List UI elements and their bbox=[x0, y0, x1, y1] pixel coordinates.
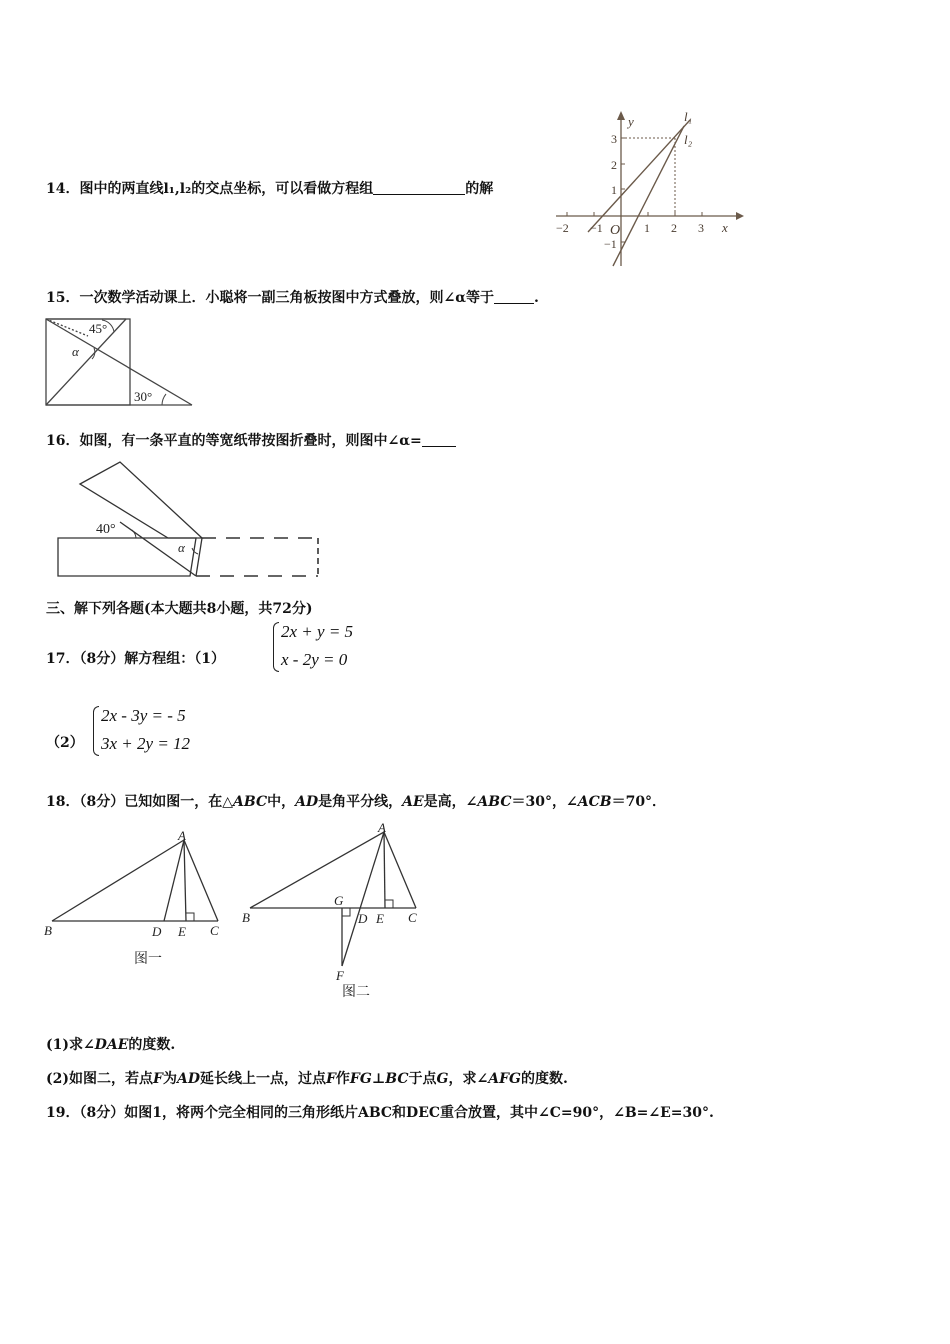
q16-figure bbox=[50, 458, 330, 583]
angle-40: 40° bbox=[96, 522, 116, 537]
line-l2 bbox=[613, 126, 684, 266]
x-tick-label: −2 bbox=[556, 221, 569, 235]
svg-text:D: D bbox=[358, 911, 368, 926]
svg-text:B: B bbox=[242, 910, 250, 925]
origin-label: O bbox=[610, 223, 621, 238]
svg-text:E: E bbox=[376, 911, 384, 926]
x-tick-label: 3 bbox=[698, 221, 704, 235]
l2-label: l₂ bbox=[684, 132, 693, 147]
q17-part2: （2） bbox=[46, 735, 84, 751]
q17-eq4: 3x + 2y = 12 bbox=[101, 734, 191, 753]
q15-text bbox=[46, 287, 539, 307]
right-angle-mark-G bbox=[342, 908, 350, 916]
q17-eq1: 2x + y = 5 bbox=[281, 622, 354, 641]
x-label: x bbox=[722, 220, 728, 235]
svg-text:C: C bbox=[210, 923, 219, 938]
svg-text:B: B bbox=[44, 923, 52, 938]
q15-figure bbox=[42, 314, 202, 410]
right-angle-mark bbox=[186, 913, 194, 921]
svg-text:E: E bbox=[178, 924, 186, 939]
svg-text:F: F bbox=[336, 968, 344, 983]
seg-AE bbox=[384, 832, 385, 908]
svg-text:D: D bbox=[152, 924, 162, 939]
hyp-30 bbox=[46, 319, 192, 405]
q14-blank bbox=[373, 180, 465, 195]
x-axis-arrow bbox=[736, 212, 744, 220]
dotted-edge bbox=[46, 319, 88, 336]
angle-alpha: α bbox=[72, 344, 79, 359]
right-angle-mark-E bbox=[385, 900, 393, 908]
q17-text: 17．（8分）解方程组：（1） bbox=[46, 651, 225, 667]
y-label: y bbox=[628, 114, 634, 129]
svg-text:G: G bbox=[334, 893, 344, 908]
seg-AE bbox=[184, 840, 186, 921]
seg-AD bbox=[164, 840, 184, 921]
q14-stem: 14．图中的两直线l₁,l₂的交点坐标，可以看做方程组 bbox=[46, 181, 374, 197]
y-tick-label: 3 bbox=[611, 132, 617, 146]
l1-label: l₁ bbox=[684, 109, 693, 124]
q15-stem: 15．一次数学活动课上．小聪将一副三角板按图中方式叠放，则∠α等于 bbox=[46, 290, 494, 306]
side-AC bbox=[384, 832, 416, 908]
q17-brace-2 bbox=[93, 706, 99, 756]
y-tick-label: 2 bbox=[611, 158, 617, 172]
svg-text:A: A bbox=[378, 820, 386, 835]
q17-eq2: x - 2y = 0 bbox=[281, 650, 348, 669]
side-AB bbox=[52, 840, 184, 921]
section-title: 三、解下列各题(本大题共8小题，共72分) bbox=[46, 601, 313, 617]
svg-text:图二: 图二 bbox=[342, 985, 370, 1000]
q15-tail: . bbox=[534, 290, 539, 306]
q16-text bbox=[46, 430, 456, 450]
x-tick-label: −1 bbox=[590, 221, 603, 235]
strip-flat bbox=[58, 538, 196, 576]
svg-text:C: C bbox=[408, 910, 417, 925]
y-tick-label: −1 bbox=[604, 237, 617, 251]
angle-alpha: α bbox=[178, 540, 185, 555]
svg-text:图一: 图一 bbox=[134, 952, 162, 967]
q16-blank bbox=[422, 432, 456, 447]
x-tick-label: 2 bbox=[671, 221, 677, 235]
q15-blank bbox=[494, 289, 534, 304]
q14-graph bbox=[550, 108, 750, 270]
svg-text:A: A bbox=[178, 828, 186, 843]
q18-figure-1 bbox=[40, 818, 240, 968]
q18-text: 18．（8分）已知如图一，在△ABC中，AD是角平分线，AE是高，∠ABC＝30°，∠ACB＝70°． bbox=[46, 794, 667, 810]
q18-figure-2 bbox=[238, 814, 438, 1004]
x-tick-label: 1 bbox=[644, 221, 650, 235]
q17-eq3: 2x - 3y = - 5 bbox=[101, 706, 186, 725]
angle-30: 30° bbox=[134, 389, 153, 404]
q14-tail: 的解 bbox=[465, 181, 494, 197]
y-axis-arrow bbox=[617, 111, 625, 120]
angle-45: 45° bbox=[89, 321, 108, 336]
side-AC bbox=[184, 840, 218, 921]
q19-text: 19．（8分）如图1，将两个完全相同的三角形纸片ABC和DEC重合放置，其中∠C=90°，∠B=∠E=30°. bbox=[46, 1105, 714, 1121]
y-tick-label: 1 bbox=[611, 183, 617, 197]
q18-sub1: (1)求∠DAE的度数. bbox=[46, 1037, 176, 1053]
q17-brace-1 bbox=[273, 622, 279, 672]
q14-text bbox=[46, 178, 493, 198]
q16-stem: 16．如图，有一条平直的等宽纸带按图折叠时，则图中∠α= bbox=[46, 433, 422, 449]
q18-sub2: (2)如图二，若点F为AD延长线上一点，过点F作FG⊥BC于点G，求∠AFG的度数. bbox=[46, 1071, 568, 1087]
